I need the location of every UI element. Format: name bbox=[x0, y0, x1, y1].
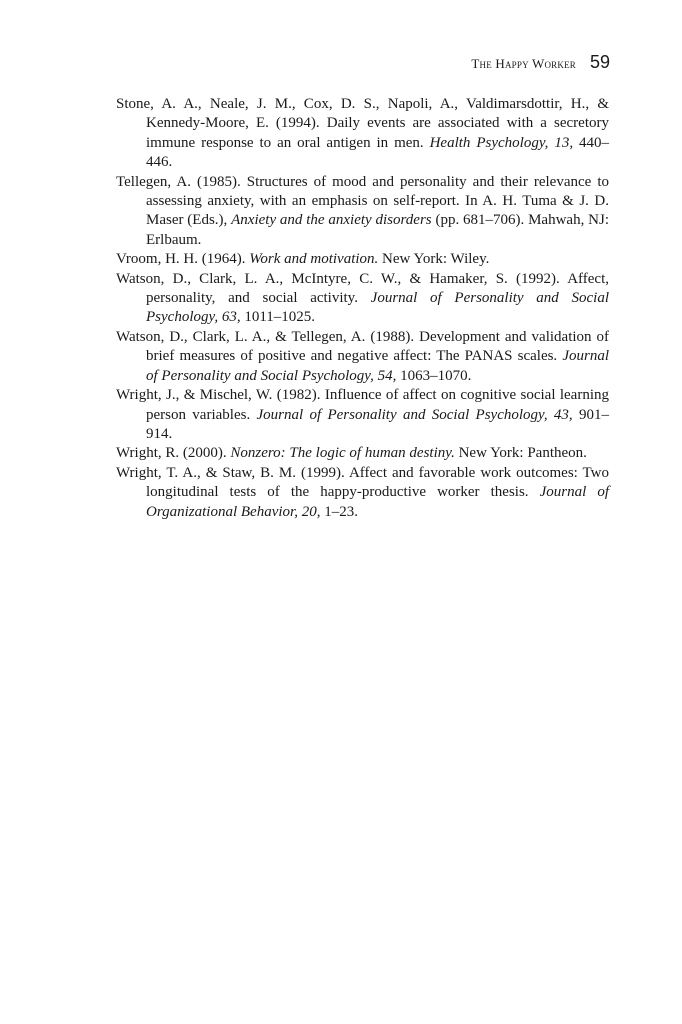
reference-entry bbox=[116, 328, 609, 386]
reference-pages: 1–23. bbox=[320, 503, 358, 520]
reference-source: Journal of Organizational Behavior, 20, bbox=[146, 484, 609, 520]
running-head bbox=[471, 52, 610, 73]
running-title: The Happy Worker bbox=[471, 56, 576, 71]
reference-entry bbox=[116, 444, 609, 463]
reference-source: Work and motivation. bbox=[249, 251, 379, 268]
reference-source: Journal of Personality and Social Psychology, 43, bbox=[256, 406, 573, 423]
reference-authors-year: Wright, T. A., & Staw, B. M. (1999). bbox=[116, 464, 349, 481]
reference-authors-year: Wright, R. (2000). bbox=[116, 445, 231, 462]
reference-source: Anxiety and the anxiety disorders bbox=[231, 212, 432, 229]
reference-entry bbox=[116, 270, 609, 328]
reference-source: Journal of Personality and Social Psychology, 54, bbox=[146, 348, 609, 384]
reference-title: Daily events are associated with a secretory immune response to an oral antigen in men. bbox=[146, 115, 609, 151]
reference-authors-year: Watson, D., Clark, L. A., McIntyre, C. W., & Hamaker, S. (1992). bbox=[116, 270, 568, 287]
reference-entry bbox=[116, 95, 609, 173]
reference-title: Development and validation of brief measures of positive and negative affect: The PANAS scales. bbox=[146, 328, 610, 365]
reference-pages: 901–914. bbox=[146, 406, 609, 442]
reference-entry bbox=[116, 250, 609, 269]
reference-source: Journal of Personality and Social Psychology, 63, bbox=[146, 290, 609, 326]
reference-pages: New York: Pantheon. bbox=[454, 445, 587, 462]
reference-authors-year: Watson, D., Clark, L. A., & Tellegen, A. (1988). bbox=[116, 328, 420, 345]
reference-authors-year: Tellegen, A. (1985). bbox=[116, 173, 247, 190]
reference-authors-year: Vroom, H. H. (1964). bbox=[116, 251, 250, 268]
reference-authors-year: Stone, A. A., Neale, J. M., Cox, D. S., Napoli, A., Valdimarsdottir, H., & Kennedy-Moore, E. (1994). bbox=[116, 96, 609, 132]
reference-pages: New York: Wiley. bbox=[378, 251, 490, 268]
reference-list bbox=[116, 95, 609, 522]
reference-entry bbox=[116, 386, 609, 444]
reference-pages: 1011–1025. bbox=[240, 309, 316, 326]
page-number: 59 bbox=[589, 52, 610, 72]
reference-pages: 440–446. bbox=[146, 134, 610, 171]
reference-pages: (pp. 681–706). Mahwah, NJ: Erlbaum. bbox=[146, 212, 609, 248]
reference-entry bbox=[116, 464, 609, 522]
reference-authors-year: Wright, J., & Mischel, W. (1982). bbox=[116, 387, 325, 404]
reference-title: Structures of mood and personality and their relevance to assessing anxiety, with an emphasis on self-report. In A. H. Tuma & J. D. Maser (Eds.), bbox=[146, 173, 609, 229]
reference-source: Nonzero: The logic of human destiny. bbox=[230, 445, 455, 462]
reference-title: Affect and favorable work outcomes: Two longitudinal tests of the happy-productive worker thesis. bbox=[146, 464, 610, 501]
reference-title: Affect, personality, and social activity. bbox=[146, 270, 609, 307]
reference-entry bbox=[116, 173, 609, 251]
reference-title: Influence of affect on cognitive social learning person variables. bbox=[146, 387, 609, 423]
reference-source: Health Psychology, 13, bbox=[429, 134, 574, 151]
reference-pages: 1063–1070. bbox=[396, 367, 472, 384]
